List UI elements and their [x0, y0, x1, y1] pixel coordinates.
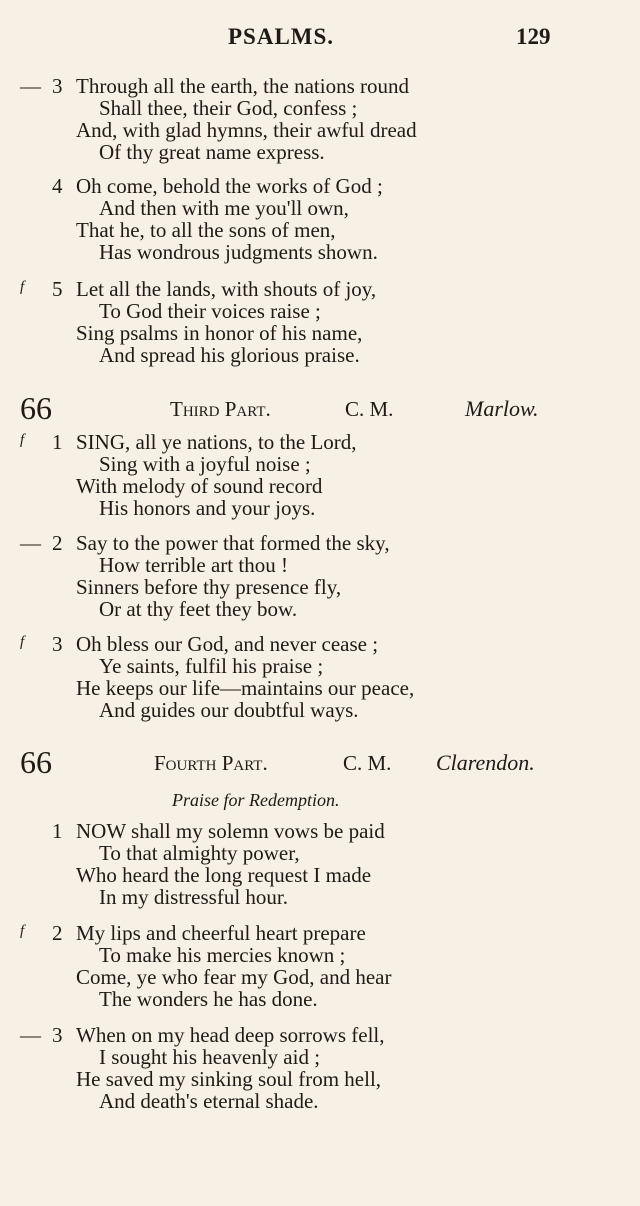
verse-line: His honors and your joys.: [99, 496, 316, 520]
verse-line: And then with me you'll own,: [99, 196, 349, 220]
verse-number: 3: [52, 74, 63, 98]
verse-line: Who heard the long request I made: [76, 863, 372, 887]
verse-number: 4: [52, 174, 63, 198]
verse-line: Say to the power that formed the sky,: [76, 531, 390, 555]
tune-name: Clarendon.: [436, 750, 535, 775]
verse-line: And, with glad hymns, their awful dread: [76, 118, 417, 142]
verse-line: In my distressful hour.: [99, 885, 288, 909]
verse-line: The wonders he has done.: [99, 987, 318, 1011]
verse-line: To make his mercies known ;: [99, 943, 346, 967]
verse-line: And death's eternal shade.: [99, 1089, 319, 1113]
verse-line: He keeps our life—maintains our peace,: [76, 676, 415, 700]
verse-line: To that almighty power,: [99, 841, 300, 865]
verse-line: With melody of sound record: [76, 474, 323, 498]
hymn-number: 66: [20, 390, 52, 426]
verse-line: And spread his glorious praise.: [99, 343, 360, 367]
part-label: Third Part.: [170, 397, 271, 421]
verse-line: And guides our doubtful ways.: [99, 698, 359, 722]
verse-line: Has wondrous judgments shown.: [99, 240, 378, 264]
verse-line: Ye saints, fulfil his praise ;: [99, 654, 324, 678]
verse-line: Oh bless our God, and never cease ;: [76, 632, 379, 656]
verse-line: Shall thee, their God, confess ;: [99, 96, 358, 120]
verse-line: Of thy great name express.: [99, 140, 325, 164]
dynamic-marker: —: [20, 1023, 41, 1047]
verse-line: Or at thy feet they bow.: [99, 597, 298, 621]
verse-line: To God their voices raise ;: [99, 299, 321, 323]
verse-line: He saved my sinking soul from hell,: [76, 1067, 382, 1091]
verse-line: That he, to all the sons of men,: [76, 218, 336, 242]
verse-number: 5: [52, 277, 63, 301]
verse-line: Sinners before thy presence fly,: [76, 575, 342, 599]
forte-marker: f: [20, 279, 25, 295]
hymn-number: 66: [20, 744, 52, 780]
dynamic-marker: —: [20, 74, 41, 98]
verse-number: 1: [52, 430, 63, 454]
verse-line: Come, ye who fear my God, and hear: [76, 965, 392, 989]
verse-line: When on my head deep sorrows fell,: [76, 1023, 385, 1047]
running-head: [0, 24, 640, 54]
tune-name: Marlow.: [465, 396, 539, 421]
verse-line: Sing psalms in honor of his name,: [76, 321, 363, 345]
forte-marker: f: [20, 634, 25, 650]
verse-line: Sing with a joyful noise ;: [99, 452, 311, 476]
verse-line: Let all the lands, with shouts of joy,: [76, 277, 377, 301]
verse-number: 3: [52, 1023, 63, 1047]
page-number: 129: [516, 24, 551, 49]
verse-number: 1: [52, 819, 63, 843]
dynamic-marker: —: [20, 531, 41, 555]
forte-marker: f: [20, 923, 25, 939]
verse-line: I sought his heavenly aid ;: [99, 1045, 321, 1069]
verse-number: 2: [52, 531, 63, 555]
part-label: Fourth Part.: [154, 751, 268, 775]
verse-line: NOW shall my solemn vows be paid: [76, 819, 385, 843]
running-title: PSALMS.: [228, 24, 335, 49]
forte-marker: f: [20, 432, 25, 448]
meter-label: C. M.: [343, 751, 392, 775]
verse-line: How terrible art thou !: [99, 553, 288, 577]
verse-number: 2: [52, 921, 63, 945]
hymn-subtitle: Praise for Redemption.: [172, 790, 340, 810]
verse-line: My lips and cheerful heart prepare: [76, 921, 366, 945]
verse-line: Oh come, behold the works of God ;: [76, 174, 383, 198]
verse-number: 3: [52, 632, 63, 656]
meter-label: C. M.: [345, 397, 394, 421]
verse-line: SING, all ye nations, to the Lord,: [76, 430, 357, 454]
verse-line: Through all the earth, the nations round: [76, 74, 409, 98]
